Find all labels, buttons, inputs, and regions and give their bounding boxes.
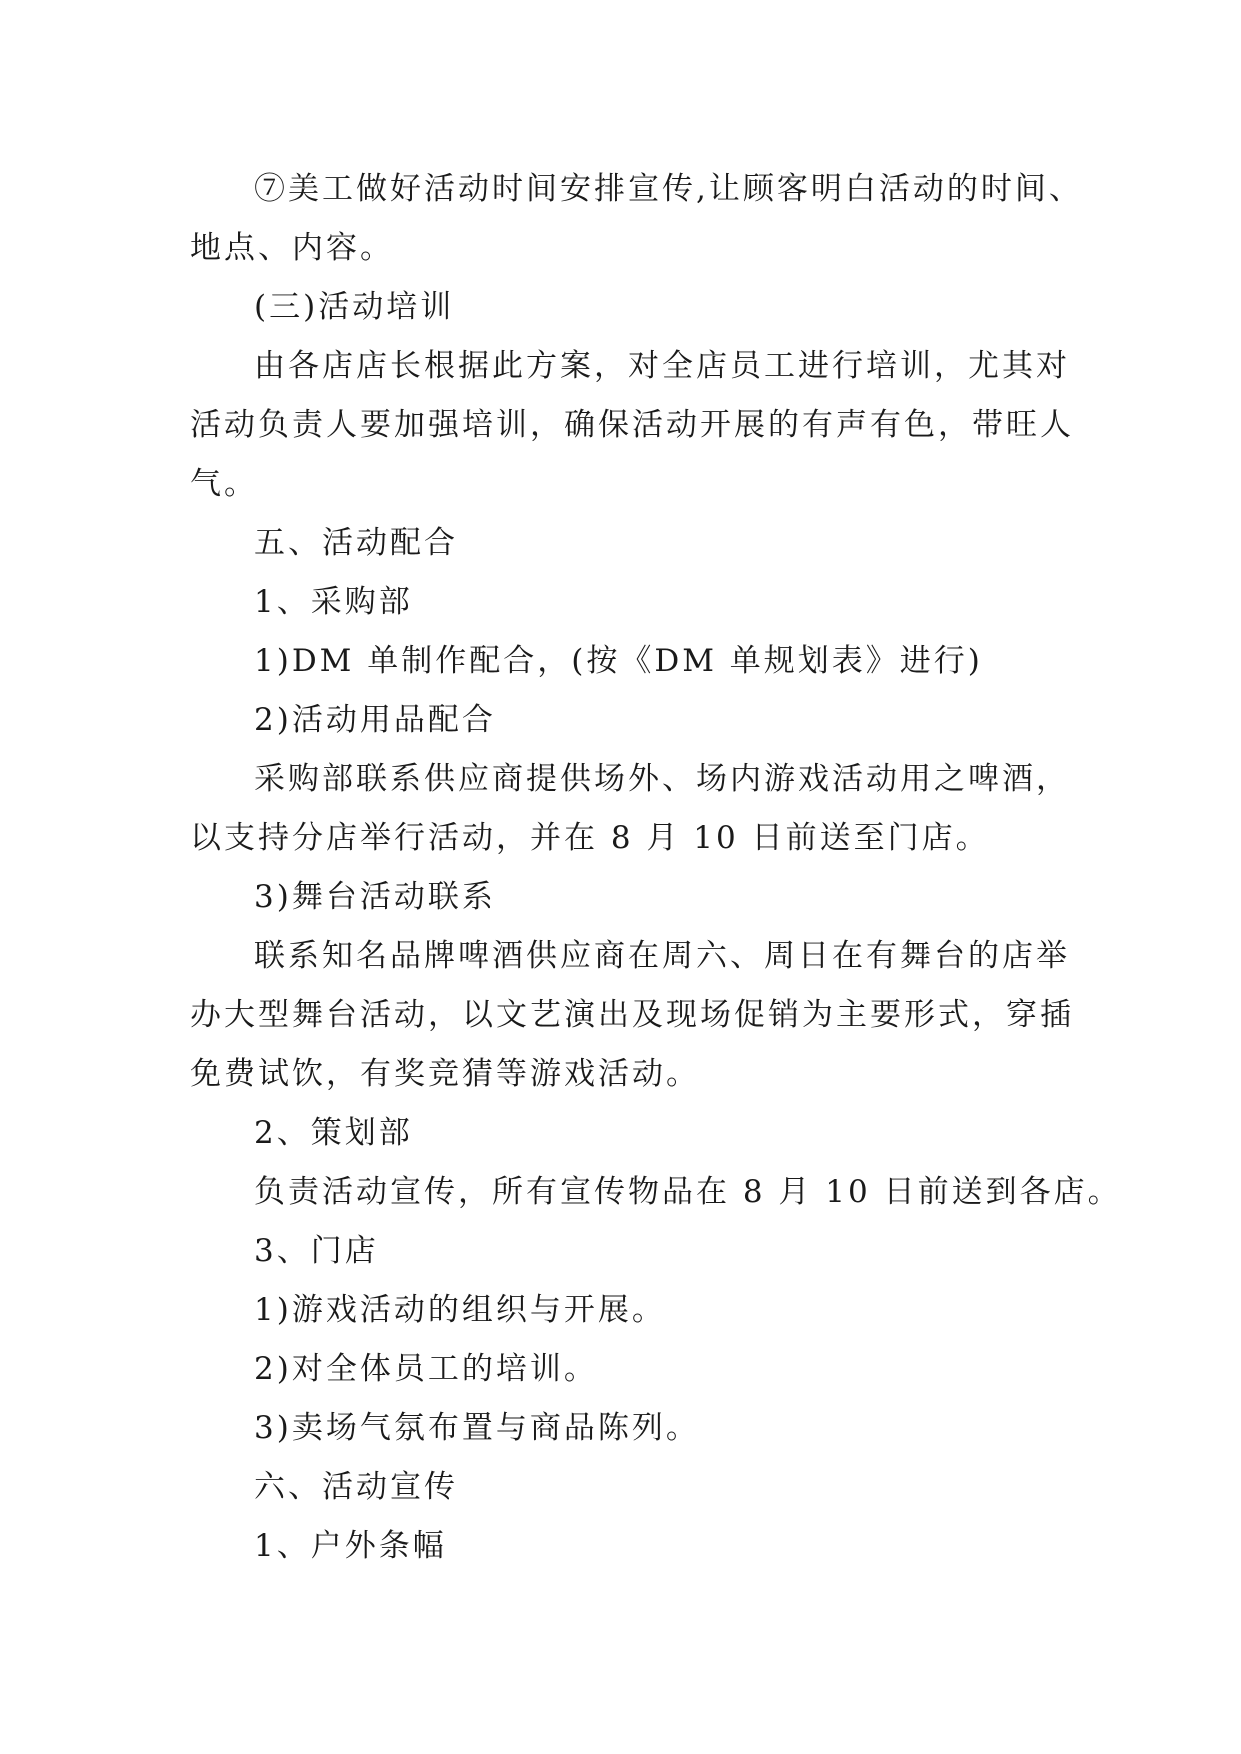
paragraph-line: 由各店店长根据此方案，对全店员工进行培训，尤其对 (254, 348, 1070, 384)
list-item: 3)舞台活动联系 (254, 879, 496, 915)
paragraph-line: 活动负责人要加强培训，确保活动开展的有声有色，带旺人 (190, 407, 1074, 443)
paragraph-line: 以支持分店举行活动，并在 8 月 10 日前送至门店。 (190, 820, 990, 856)
list-item: 3)卖场气氛布置与商品陈列。 (254, 1410, 700, 1446)
paragraph-line: 采购部联系供应商提供场外、场内游戏活动用之啤酒， (254, 761, 1070, 797)
paragraph-line: 办大型舞台活动，以文艺演出及现场促销为主要形式，穿插 (190, 997, 1074, 1033)
subsection-heading: 2、策划部 (254, 1115, 413, 1151)
paragraph-line: 气。 (190, 466, 258, 502)
list-item: 2)对全体员工的培训。 (254, 1351, 598, 1387)
document-body (190, 160, 1122, 1576)
paragraph-line: 负责活动宣传，所有宣传物品在 8 月 10 日前送到各店。 (254, 1174, 1122, 1210)
list-item: 1)游戏活动的组织与开展。 (254, 1292, 666, 1328)
section-heading: (三)活动培训 (254, 289, 455, 325)
subsection-heading: 1、户外条幅 (254, 1528, 447, 1564)
paragraph-line: ⑦美工做好活动时间安排宣传,让顾客明白活动的时间、 (254, 171, 1083, 207)
paragraph-line: 地点、内容。 (190, 230, 394, 266)
list-item: 1)DM 单制作配合，(按《DM 单规划表》进行) (254, 643, 983, 679)
paragraph-line: 联系知名品牌啤酒供应商在周六、周日在有舞台的店举 (254, 938, 1070, 974)
paragraph-line: 免费试饮，有奖竞猜等游戏活动。 (190, 1056, 700, 1092)
list-item: 2)活动用品配合 (254, 702, 496, 738)
subsection-heading: 3、门店 (254, 1233, 379, 1269)
section-heading: 五、活动配合 (254, 525, 458, 561)
section-heading: 六、活动宣传 (254, 1469, 458, 1505)
subsection-heading: 1、采购部 (254, 584, 413, 620)
